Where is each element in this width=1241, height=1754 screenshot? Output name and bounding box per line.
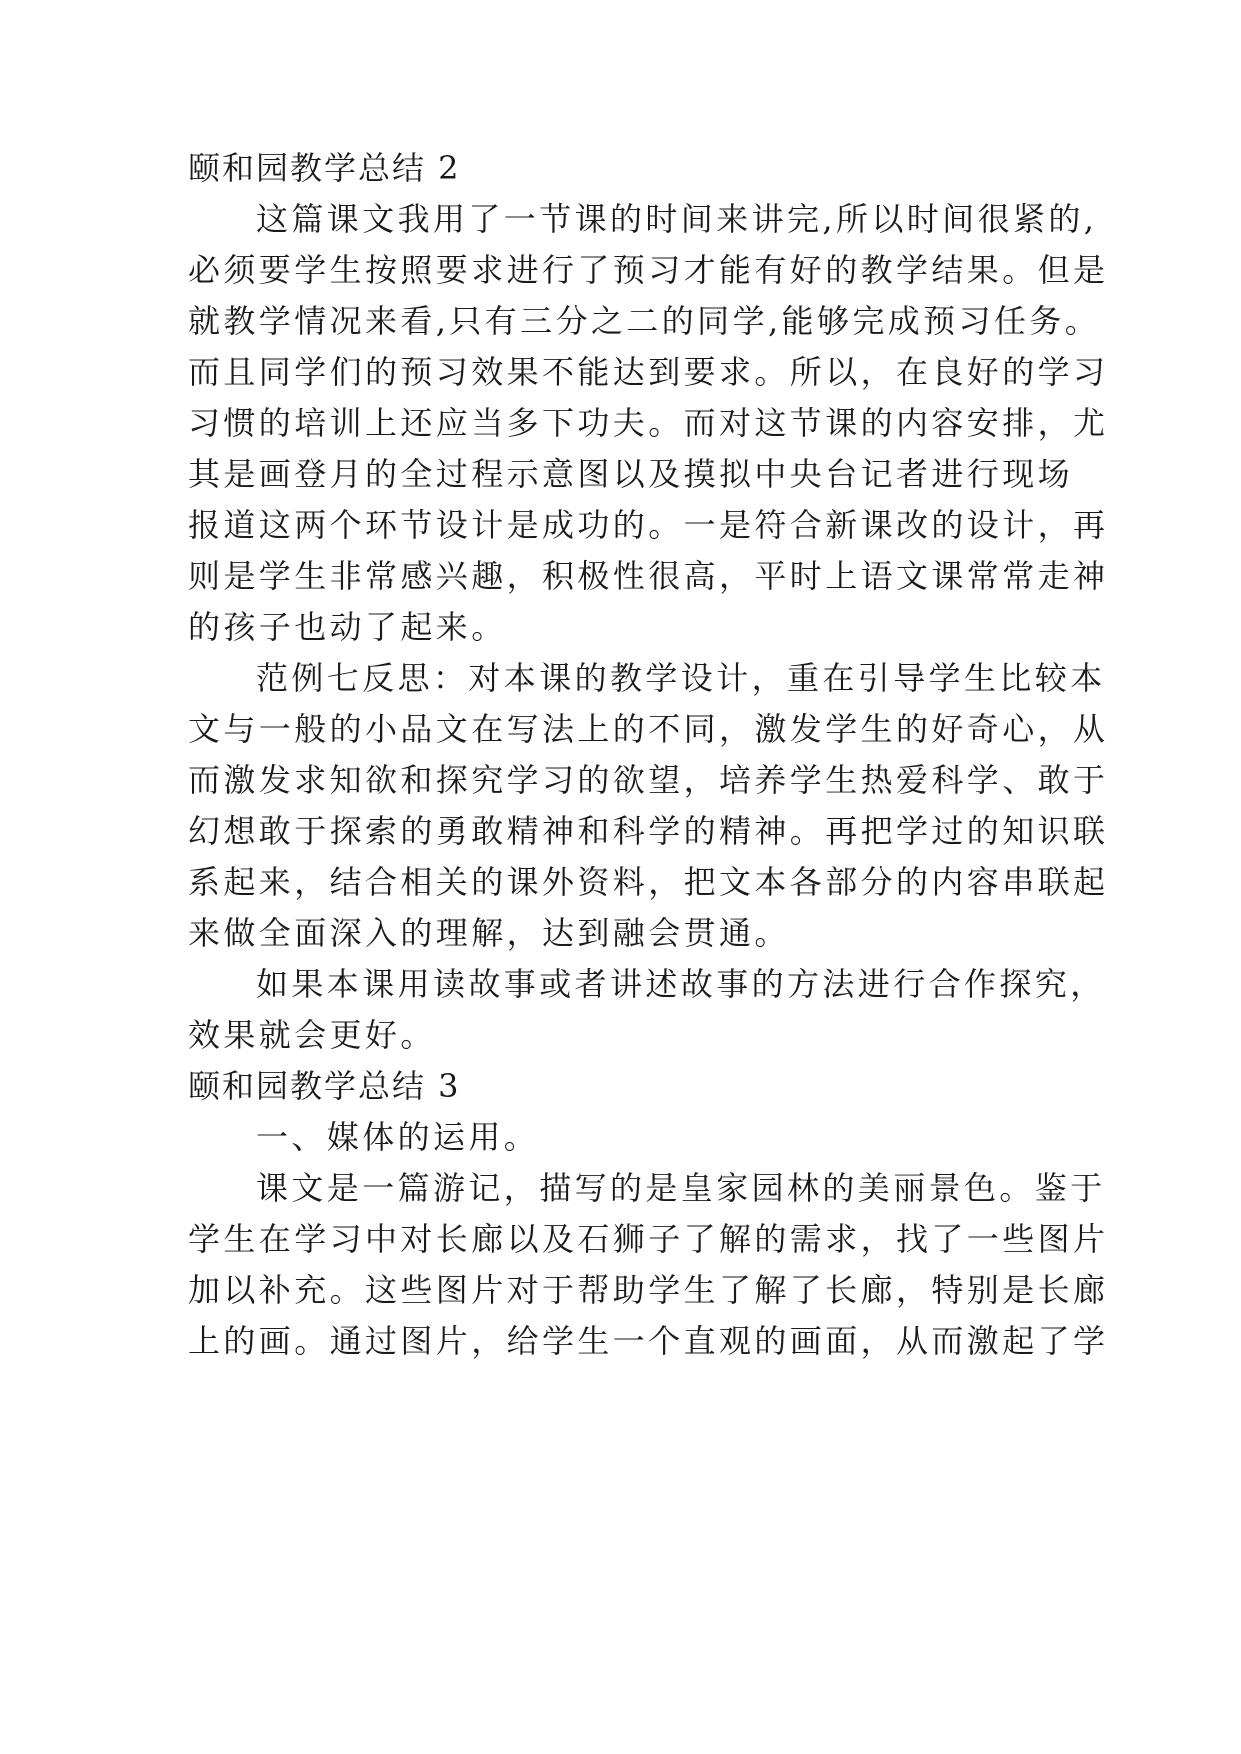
paragraph-line: 来做全面深入的理解，达到融会贯通。 — [188, 914, 790, 952]
paragraph-line: 如果本课用读故事或者讲述故事的方法进行合作探究， — [256, 965, 1106, 1003]
paragraph-line: 的孩子也动了起来。 — [188, 608, 507, 646]
paragraph-line: 这篇课文我用了一节课的时间来讲完,所以时间很紧的, — [256, 200, 1098, 238]
paragraph-line: 上的画。通过图片，给学生一个直观的画面，从而激起了学 — [188, 1322, 1109, 1360]
section-3-title: 颐和园教学总结 3 — [188, 1067, 461, 1105]
paragraph-line: 系起来，结合相关的课外资料，把文本各部分的内容串联起 — [188, 863, 1109, 901]
paragraph-line: 一、媒体的运用。 — [256, 1118, 540, 1156]
paragraph-line: 而且同学们的预习效果不能达到要求。所以，在良好的学习 — [188, 353, 1109, 391]
paragraph-line: 其是画登月的全过程示意图以及摸拟中央台记者进行现场 — [188, 455, 1074, 493]
paragraph-line: 加以补充。这些图片对于帮助学生了解了长廊，特别是长廊 — [188, 1271, 1109, 1309]
paragraph-line: 必须要学生按照要求进行了预习才能有好的教学结果。但是 — [188, 251, 1109, 289]
paragraph-line: 文与一般的小品文在写法上的不同，激发学生的好奇心，从 — [188, 710, 1109, 748]
paragraph-line: 习惯的培训上还应当多下功夫。而对这节课的内容安排，尤 — [188, 404, 1109, 442]
paragraph-line: 学生在学习中对长廊以及石狮子了解的需求，找了一些图片 — [188, 1220, 1109, 1258]
paragraph-line: 幻想敢于探索的勇敢精神和科学的精神。再把学过的知识联 — [188, 812, 1109, 850]
paragraph-line: 而激发求知欲和探究学习的欲望，培养学生热爱科学、敢于 — [188, 761, 1109, 799]
paragraph-line: 就教学情况来看,只有三分之二的同学,能够完成预习任务。 — [188, 302, 1101, 340]
paragraph-line: 效果就会更好。 — [188, 1016, 436, 1054]
paragraph-line: 课文是一篇游记，描写的是皇家园林的美丽景色。鉴于 — [256, 1169, 1106, 1207]
section-2-title: 颐和园教学总结 2 — [188, 149, 461, 187]
paragraph-line: 则是学生非常感兴趣，积极性很高，平时上语文课常常走神 — [188, 557, 1109, 595]
paragraph-line: 范例七反思：对本课的教学设计，重在引导学生比较本 — [256, 659, 1106, 697]
paragraph-line: 报道这两个环节设计是成功的。一是符合新课改的设计，再 — [188, 506, 1109, 544]
